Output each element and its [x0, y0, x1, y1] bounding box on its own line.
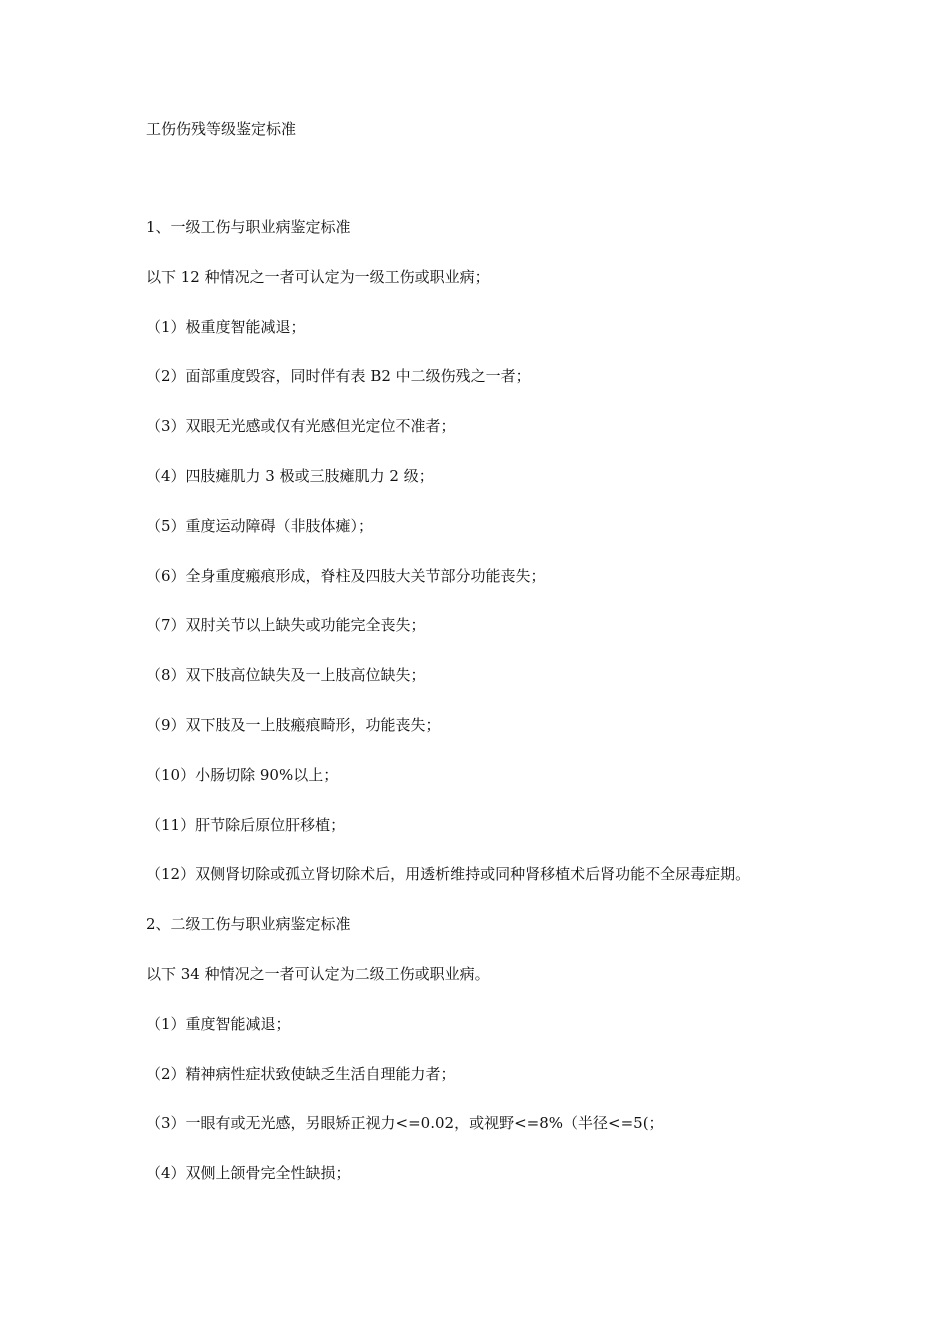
list-item: （3）双眼无光感或仅有光感但光定位不准者；: [146, 417, 456, 436]
list-item: （12）双侧肾切除或孤立肾切除术后，用透析维持或同种肾移植术后肾功能不全尿毒症期。: [146, 865, 751, 884]
list-item: （1）极重度智能减退；: [146, 317, 306, 336]
list-item: （11）肝节除后原位肝移植；: [146, 815, 346, 834]
document-body: [146, 217, 926, 1213]
list-item: （8）双下肢高位缺失及一上肢高位缺失；: [146, 666, 426, 685]
list-item: （5）重度运动障碍（非肢体瘫）；: [146, 516, 374, 535]
list-item: （4）四肢瘫肌力 3 极或三肢瘫肌力 2 级；: [146, 466, 434, 485]
section-heading: 2、二级工伤与职业病鉴定标准: [146, 915, 351, 934]
list-item: （2）精神病性症状致使缺乏生活自理能力者；: [146, 1064, 456, 1083]
list-item: （2）面部重度毁容，同时伴有表 B2 中二级伤残之一者；: [146, 367, 531, 386]
list-item: （9）双下肢及一上肢瘢痕畸形，功能丧失；: [146, 715, 441, 734]
list-item: （6）全身重度瘢痕形成，脊柱及四肢大关节部分功能丧失；: [146, 566, 546, 585]
section-intro: 以下 12 种情况之一者可认定为一级工伤或职业病；: [146, 267, 490, 286]
document-title: 工伤伤残等级鉴定标准: [146, 120, 297, 138]
section-intro: 以下 34 种情况之一者可认定为二级工伤或职业病。: [146, 964, 490, 983]
list-item: （1）重度智能减退；: [146, 1014, 291, 1033]
list-item: （4）双侧上颌骨完全性缺损；: [146, 1164, 351, 1183]
list-item: （10）小肠切除 90%以上；: [146, 765, 339, 784]
list-item: （7）双肘关节以上缺失或功能完全丧失；: [146, 616, 426, 635]
list-item: （3）一眼有或无光感，另眼矫正视力<=0.02，或视野<=8%（半径<=5(；: [146, 1114, 664, 1133]
section-heading: 1、一级工伤与职业病鉴定标准: [146, 218, 351, 236]
